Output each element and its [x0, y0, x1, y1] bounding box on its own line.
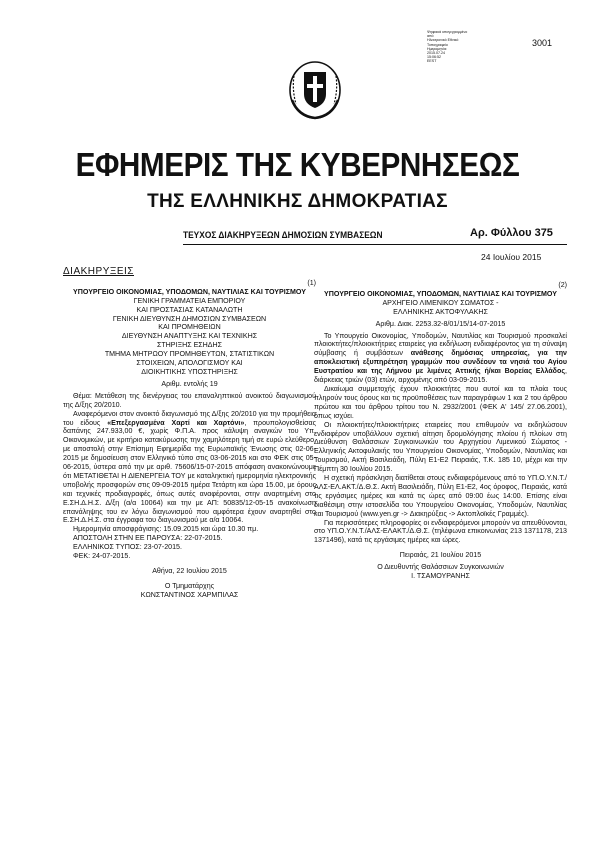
- route-description: ανάθεσης δημόσιας υπηρεσίας, για την αποκλειστική εξυπηρέτηση γραμμών που συνδέουν τα νησιά του Αγίου Ευστρατίου και της Λήμνου με λιμένες Αττικής ή/και Βορείας Ελλάδος: [314, 349, 567, 376]
- gazette-subtitle: ΤΗΣ ΕΛΛΗΝΙΚΗΣ ΔΗΜΟΚΡΑΤΙΑΣ: [147, 191, 448, 212]
- order-number: Αριθμ. Διακ. 2253.32-8/01/15/14-07-2015: [375, 319, 506, 328]
- org-line: ΕΛΛΗΝΙΚΗΣ ΑΚΤΟΦΥΛΑΚΗΣ: [393, 307, 488, 316]
- body-text: , διάρκειας τριών (03) ετών, αρχομένης από 03-09-2015.: [314, 367, 567, 385]
- stamp-line: από: [427, 34, 434, 39]
- signer-name: Ι. ΤΣΑΜΟΥΡΑΝΗΣ: [411, 572, 470, 581]
- body-text: Αναφερόμενοι στον ανοικτό διαγωνισμό της Δ/ξης 20/2010 για την προμήθεια του είδους: [63, 409, 316, 427]
- stamp-line: Τυπογραφείο: [427, 42, 448, 47]
- org-line: ΓΕΝΙΚΗ ΔΙΕΥΘΥΝΣΗ ΔΗΜΟΣΙΩΝ ΣΥΜΒΑΣΕΩΝ: [112, 314, 267, 323]
- info-line: ΑΠΟΣΤΟΛΗ ΣΤΗΝ ΕΕ ΠΑΡΟΥΣΑ: 22-07-2015.: [73, 534, 223, 543]
- notice-body: [63, 410, 316, 526]
- org-line: ΤΜΗΜΑ ΜΗΤΡΩΟΥ ΠΡΟΜΗΘΕΥΤΩΝ, ΣΤΑΤΙΣΤΙΚΩΝ: [104, 350, 275, 359]
- page-number: 3001: [532, 38, 553, 48]
- org-line: ΔΙΕΥΘΥΝΣΗ ΑΝΑΠΤΥΞΗΣ ΚΑΙ ΤΕΧΝΙΚΗΣ: [121, 332, 258, 341]
- org-line: ΑΡΧΗΓΕΙΟ ΛΙΜΕΝΙΚΟΥ ΣΩΜΑΤΟΣ -: [382, 298, 499, 307]
- place-date: Αθήνα, 22 Ιουλίου 2015: [152, 567, 227, 575]
- org-line: ΣΤΗΡΙΞΗΣ ΕΣΗΔΗΣ: [156, 341, 223, 350]
- stamp-line: 2015.07.24: [427, 51, 445, 56]
- body-text: , προυπολογισθείσας δαπάνης 247.933,00 €, χωρίς Φ.Π.Α. προς κάλυψη αναγκών του Υπ. Οικονομικών, με κριτήριο κατακύρωσης την χαμηλότερη τιμή σε ευρώ ελεύθερο, με αποστολή στην Επίσημη Εφημερίδα της Ευρωπαϊκής Ένωσης στις 02-06-2015 με δημοσίευση στον Ελληνικό τύπο στις 03-06-2015 και στο ΦΕΚ στις 05-06-2015, ύστερα από την με αριθ. 75606/15-07-2015 απόφαση ανακοινώνουμε ότι ΜΕΤΑΤΙΘΕΤΑΙ Η ΔΙΕΝΕΡΓΕΙΑ ΤΟΥ με καταληκτική ημερομηνία ηλεκτρονικής υποβολής προσφορών στις 09-09-2015 ημέρα Τετάρτη και ώρα 15.00, με όρους και τεχνικές προδιαγραφές, όπως αυτές αναφέρονται, στην αναρτημένη στο Ε.ΣΗ.Δ.Η.Σ. Δ/ξη (α/α 10064) και την με ΑΠ: 50835/12-05-15 ανακοίνωση επανάληψης του εν λόγω διαγωνισμού που αμφότερα έχουν αναρτηθεί στο Ε.ΣΗ.Δ.Η.Σ. στα έγγραφα του διαγωνισμού με α/α 10064.: [63, 418, 316, 525]
- issue-series: ΤΕΥΧΟΣ ΔΙΑΚΗΡΥΞΕΩΝ ΔΗΜΟΣΙΩΝ ΣΥΜΒΑΣΕΩΝ: [183, 230, 383, 241]
- stamp-line: Ψηφιακά υπογεγραμμένο: [427, 30, 468, 34]
- publication-date: 24 Ιουλίου 2015: [481, 252, 542, 262]
- info-line: ΕΛΛΗΝΙΚΟΣ ΤΥΠΟΣ: 23-07-2015.: [73, 543, 182, 552]
- ministry-name: ΥΠΟΥΡΓΕΙΟ ΟΙΚΟΝΟΜΙΑΣ, ΥΠΟΔΟΜΩΝ, ΝΑΥΤΙΛΙΑΣ ΚΑΙ ΤΟΥΡΙΣΜΟΥ: [73, 287, 306, 296]
- notice-ref: (1): [307, 278, 316, 287]
- header-divider: [183, 244, 567, 245]
- notice-ref: (2): [558, 281, 567, 289]
- notice-subject: Θέμα: Μετάθεση της διενέργειας του επαναληπτικού ανοικτού διαγωνισμού της Δ/ξης 20/2010.: [63, 391, 316, 409]
- stamp-line: EEST: [427, 59, 437, 64]
- stamp-line: Ηλεκτρονικό Εθνικό: [427, 38, 459, 43]
- org-line: ΚΑΙ ΠΡΟΜΗΘΕΙΩΝ: [158, 323, 221, 332]
- org-line: ΚΑΙ ΠΡΟΣΤΑΣΙΑΣ ΚΑΤΑΝΑΛΩΤΗ: [136, 305, 243, 314]
- right-column: [314, 264, 567, 581]
- signer-role: Ο Διευθυντής Θαλάσσιων Συγκοινωνιών: [377, 563, 504, 572]
- org-line: ΔΙΟΙΚΗΤΙΚΗΣ ΥΠΟΣΤΗΡΙΞΗΣ: [141, 367, 238, 376]
- signer-role: Ο Τμηματάρχης: [164, 581, 215, 590]
- paragraph: Η σχετική πρόσκληση διατίθεται στους ενδιαφερόμενους από το ΥΠ.Ο.Υ.Ν.Τ./ΑΛΣ-ΕΛ.ΑΚΤ./Δ.Θ.Σ. Ακτή Βασιλειάδη, Πύλη Ε1-Ε2, 4ος όροφος, Πειραιάς, κατά τις εργάσιμες ημέρες και κατά τις ώρες από 09:00 έως 14:00. Επίσης είναι διαθέσιμη στην ιστοσελίδα του Υπουργείου Οικονομίας, Υποδομών, Ναυτιλίας και Τουρισμού (www.yen.gr -> Διακηρύξεις -> Ακτοπλοϊκές Γραμμές).: [314, 474, 567, 518]
- paragraph: Για περισσότερες πληροφορίες οι ενδιαφερόμενοι μπορούν να απευθύνονται, στο ΥΠ.Ο.Υ.Ν.Τ./ΑΛΣ-ΕΛΑΚΤ./Δ.Θ.Σ. (τηλέφωνα επικοινωνίας 213 1371178, 213 1371496), κατά τις εργάσιμες ημέρες και ώρες.: [314, 518, 567, 545]
- body-text: Το Υπουργείο Οικονομίας, Υποδομών, Ναυτιλίας και Τουρισμού προσκαλεί πλοιοκτήτες/πλοιοκτήτριες εταιρείες για εκδήλωση ενδιαφέροντος για τη σύναψη σύμβασης ή συμβάσεων: [314, 331, 567, 358]
- info-line: Ημερομηνία αποσφράγισης: 15.09.2015 και ώρα 10.30 πμ.: [73, 525, 259, 534]
- hellenic-emblem-icon: [288, 60, 342, 120]
- org-line: ΣΤΟΙΧΕΙΩΝ, ΑΠΟΛΟΓΙΣΜΟΥ ΚΑΙ: [136, 359, 243, 368]
- paragraph: Οι πλοιοκτήτες/πλοιοκτήτριες εταιρείες που επιθυμούν να εκδηλώσουν ενδιαφέρον υποβάλλουν σχετική αίτηση δρομολόγησης πλοίου ή πλοίων στη Διεύθυνση Θαλάσσιων Συγκοινωνιών του Αρχηγείου Λιμενικού Σώματος - Ελληνικής Ακτοφυλακής του Υπουργείου Οικονομίας, Υποδομών, Ναυτιλίας και Τουρισμού, Ακτή Βασιλειάδη, Πύλη Ε1-Ε2 Πειραιάς, Τ.Κ. 185 10, μέχρι και την Πέμπτη 30 Ιουλίου 2015.: [314, 420, 567, 474]
- signer-name: ΚΩΝΣΤΑΝΤΙΝΟΣ ΧΑΡΜΠΙΛΑΣ: [140, 590, 239, 599]
- stamp-line: Ημερομηνία:: [427, 46, 448, 51]
- paragraph: [314, 332, 567, 385]
- gazette-title: ΕΦΗΜΕΡΙΣ ΤΗΣ ΚΥΒΕΡΝΗΣΕΩΣ: [75, 146, 520, 183]
- digital-signature-stamp: [427, 30, 497, 64]
- section-heading: ΔΙΑΚΗΡΥΞΕΙΣ: [63, 266, 134, 277]
- stamp-line: 15:06:52: [427, 55, 441, 60]
- paragraph: Δικαίωμα συμμετοχής έχουν πλοιοκτήτες που αυτοί και τα πλοία τους πληρούν τους όρους και τις προϋποθέσεις των παραγράφων 1 και 2 του άρθρου πρώτου και του άρθρου τρίτου του Ν. 2932/2001 (ΦΕΚ Α' 145/ 27.06.2001), όπως ισχύει.: [314, 384, 567, 420]
- info-line: ΦΕΚ: 24-07-2015.: [73, 552, 131, 561]
- place-date: Πειραιάς, 21 Ιουλίου 2015: [399, 551, 482, 560]
- product-name: «Επεξεργασμένα Χαρτί και Χαρτόνι»: [107, 418, 245, 427]
- org-line: ΓΕΝΙΚΗ ΓΡΑΜΜΑΤΕΙΑ ΕΜΠΟΡΙΟΥ: [133, 296, 246, 305]
- ministry-name: ΥΠΟΥΡΓΕΙΟ ΟΙΚΟΝΟΜΙΑΣ, ΥΠΟΔΟΜΩΝ, ΝΑΥΤΙΛΙΑΣ ΚΑΙ ΤΟΥΡΙΣΜΟΥ: [324, 289, 557, 298]
- order-number: Αριθμ. εντολής 19: [161, 379, 218, 388]
- left-column: [63, 264, 316, 600]
- sheet-number: Αρ. Φύλλου 375: [470, 227, 553, 239]
